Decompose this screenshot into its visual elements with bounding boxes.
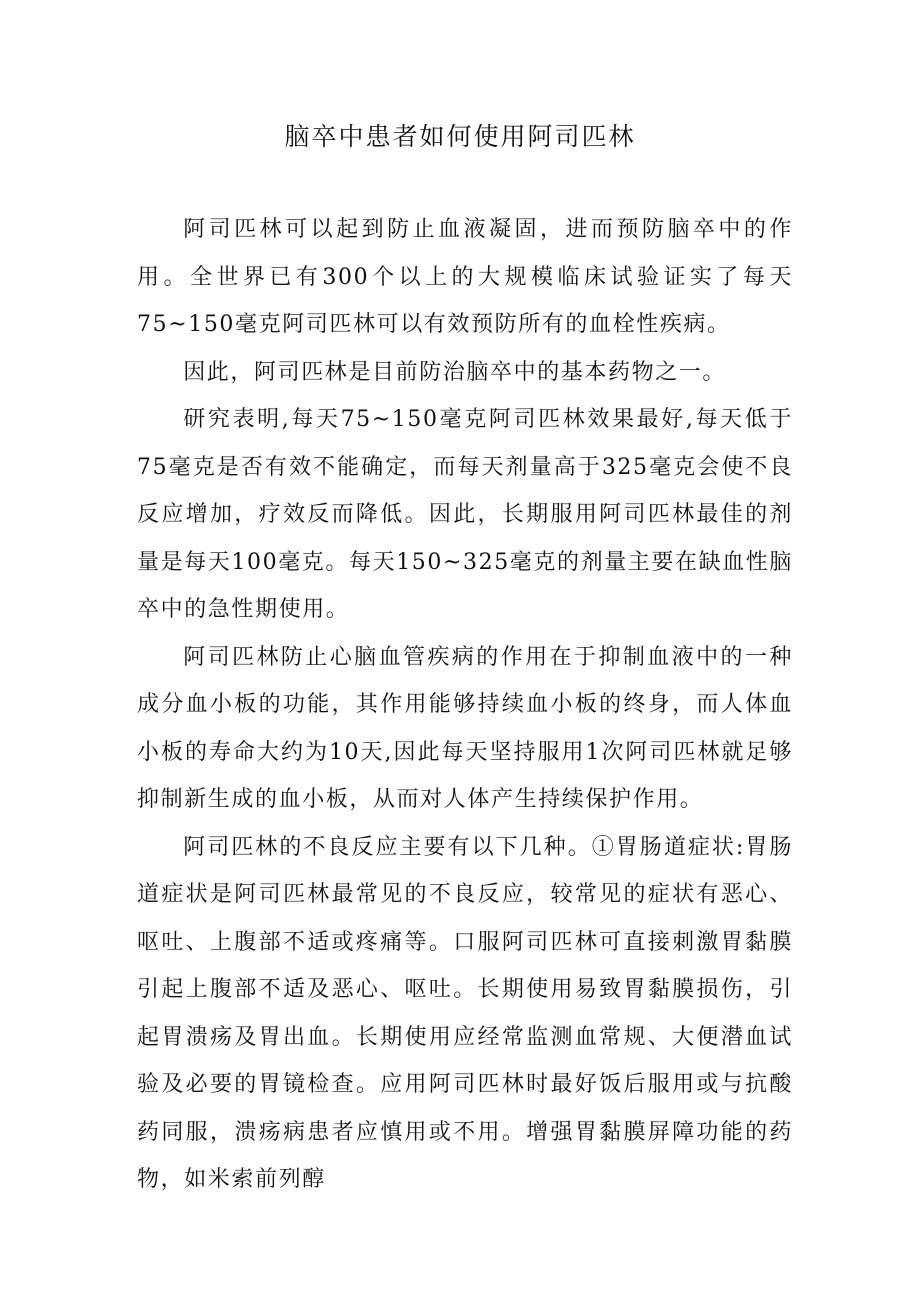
document-title: 脑卒中患者如何使用阿司匹林 [284, 122, 636, 151]
paragraph-2: 因此，阿司匹林是目前防治脑卒中的基本药物之一。 [183, 359, 726, 385]
paragraph-1: 阿司匹林可以起到防止血液凝固，进而预防脑卒中的作用。全世界已有300个以上的大规模临床试验证实了每天75~150毫克阿司匹林可以有效预防所有的血栓性疾病。 [137, 217, 793, 337]
document-body [137, 206, 793, 1204]
paragraph-5: 阿司匹林的不良反应主要有以下几种。①胃肠道症状:胃肠道症状是阿司匹林最常见的不良反应，较常见的症状有恶心、呕吐、上腹部不适或疼痛等。口服阿司匹林可直接刺激胃黏膜引起上腹部不适及恶心、呕吐。长期使用易致胃黏膜损伤，引起胃溃疡及胃出血。长期使用应经常监测血常规、大便潜血试验及必要的胃镜检查。应用阿司匹林时最好饭后服用或与抗酸药同服，溃疡病患者应慎用或不用。增强胃黏膜屏障功能的药物，如米索前列醇 [137, 834, 793, 1192]
paragraph-3: 研究表明,每天75~150毫克阿司匹林效果最好,每天低于75毫克是否有效不能确定，而每天剂量高于325毫克会使不良反应增加，疗效反而降低。因此，长期服用阿司匹林最佳的剂量是每天100毫克。每天150~325毫克的剂量主要在缺血性脑卒中的急性期使用。 [137, 407, 794, 622]
paragraph-4: 阿司匹林防止心脑血管疾病的作用在于抑制血液中的一种成分血小板的功能，其作用能够持续血小板的终身，而人体血小板的寿命大约为10天,因此每天坚持服用1次阿司匹林就足够抑制新生成的血小板，从而对人体产生持续保护作用。 [137, 644, 793, 812]
